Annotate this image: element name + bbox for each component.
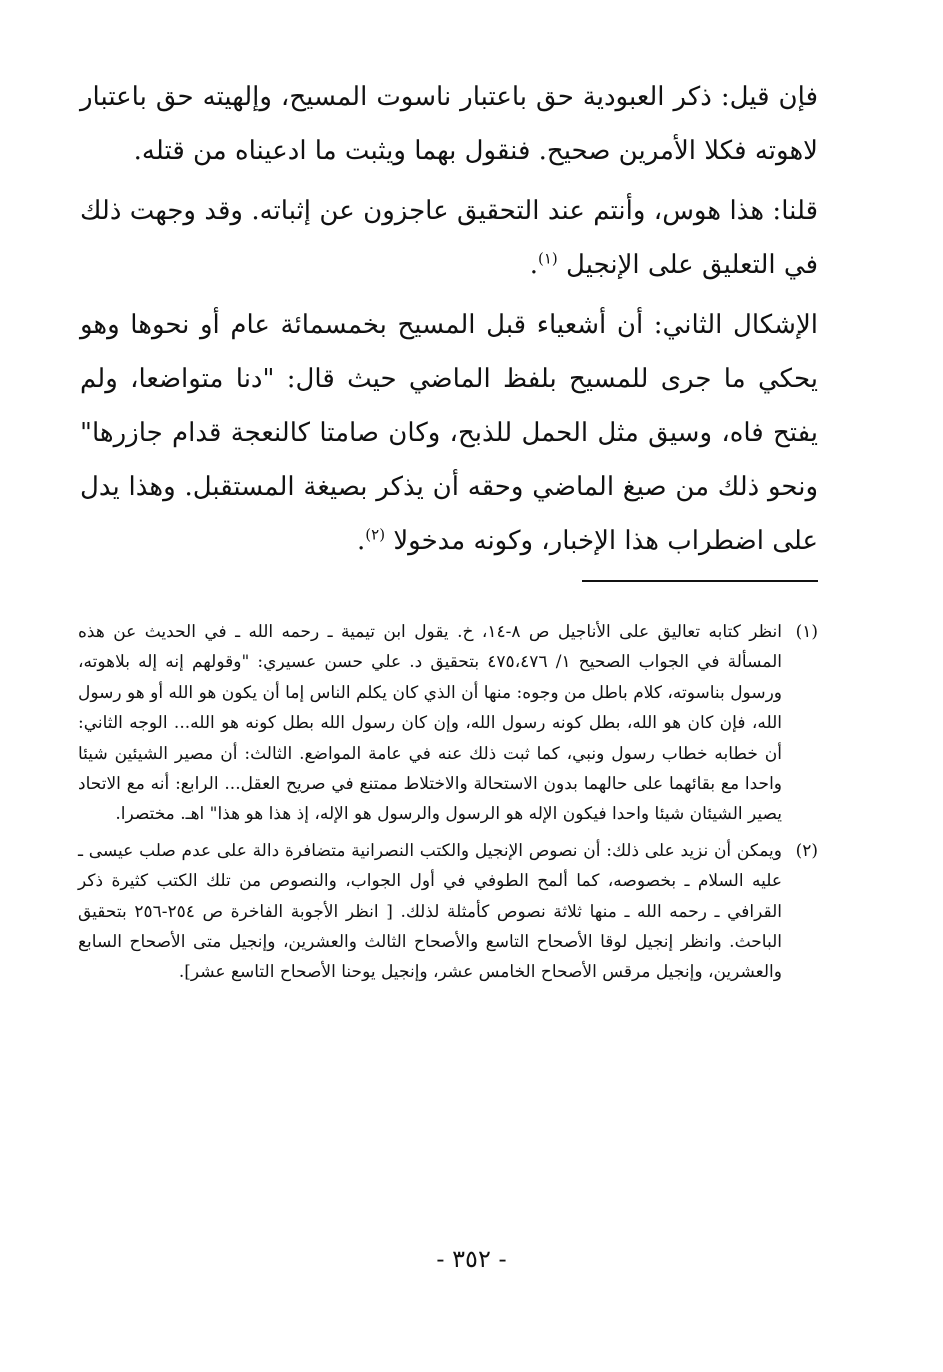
sentence-end-mark: . [357,526,366,556]
sentence-end-mark: . [529,250,538,280]
footnote [78,836,818,988]
footnote-number: (٢) [795,840,818,861]
paragraph-text: الإشكال الثاني: أن أشعياء قبل المسيح بخمسمائة عام أو نحوها وهو يحكي ما جرى للمسيح بلفظ الماضي حيث قال: "دنا متواضعا، ولم يفتح فاه، وسيق مثل الحمل للذبح، وكان صامتا كالنعجة قدام جازرها" ونحو ذلك من صيغ الماضي وحقه أن يذكر بصيغة المستقبل. وهذا يدل على اضطراب هذا الإخبار، وكونه مدخولا [80,310,818,556]
page-number: - ٣٥٢ - [436,1245,507,1273]
footnote-reference[interactable]: (١) [537,249,558,268]
footnote [78,617,818,830]
footnote-text: انظر كتابه تعاليق على الأناجيل ص ٨-١٤، خ. يقول ابن تيمية ـ رحمه الله ـ في الحديث عن هذه المسألة في الجواب الصحيح ١/ ٤٧٥،٤٧٦ بتحقيق د. علي حسن عسيري: "وقولهم إنه إله بلاهوته، ورسول بناسوته، كلام باطل من وجوه: منها أن الذي كان يكلم الناس إما أن يكون هو الله أو هو رسول الله، فإن كان هو الله، بطل كونه رسول الله، وإن كان رسول الله بطل كونه هو الله... الوجه الثاني: أن خطابه خطاب رسول ونبي، كما ثبت ذلك عنه في عامة المواضع. الثالث: أن مصير الشيئين شيئا واحدا مع بقائهما على حالهما بدون الاستحالة والاختلاط ممتنع في صريح العقل... الرابع: أنه مع الاتحاد يصير الشيئان شيئا واحدا فيكون الإله هو الرسول والرسول هو الإله، إذ هذا هو هذا" اهـ. مختصرا. [78,622,782,825]
paragraph-reply [80,184,818,292]
paragraph-text: قلنا: هذا هوس، وأنتم عند التحقيق عاجزون عن إثباته. وقد وجهت ذلك في التعليق على الإنجيل [80,196,818,280]
footnotes-section [78,617,818,994]
footnote-text: ويمكن أن نزيد على ذلك: أن نصوص الإنجيل والكتب النصرانية متضافرة دالة على عدم صلب عيسى ـ عليه السلام ـ بخصوصه، كما ألمح الطوفي في أول الجواب، والنصوص من تلك الكتب كثيرة ذكر القرافي ـ رحمه الله ـ منها ثلاثة نصوص كأمثلة لذلك. [ انظر الأجوبة الفاخرة ص ٢٥٤-٢٥٦ بتحقيق الباحث. وانظر إنجيل لوقا الأصحاح التاسع والأصحاح الثالث والعشرين، وإنجيل متى الأصحاح السابع والعشرين، وإنجيل مرقس الأصحاح الخامس عشر، وإنجيل يوحنا الأصحاح التاسع عشر]. [78,840,782,983]
main-body-text [80,70,818,574]
footnote-separator-line [582,580,818,582]
paragraph-second-problem [80,298,818,568]
paragraph-text: فإن قيل: ذكر العبودية حق باعتبار ناسوت المسيح، وإلهيته حق باعتبار لاهوته فكلا الأمرين صحيح. فنقول بهما ويثبت ما ادعيناه من قتله. [80,82,818,166]
paragraph-objection [80,70,818,178]
footnote-number: (١) [795,622,818,642]
footnote-reference[interactable]: (٢) [365,525,386,544]
